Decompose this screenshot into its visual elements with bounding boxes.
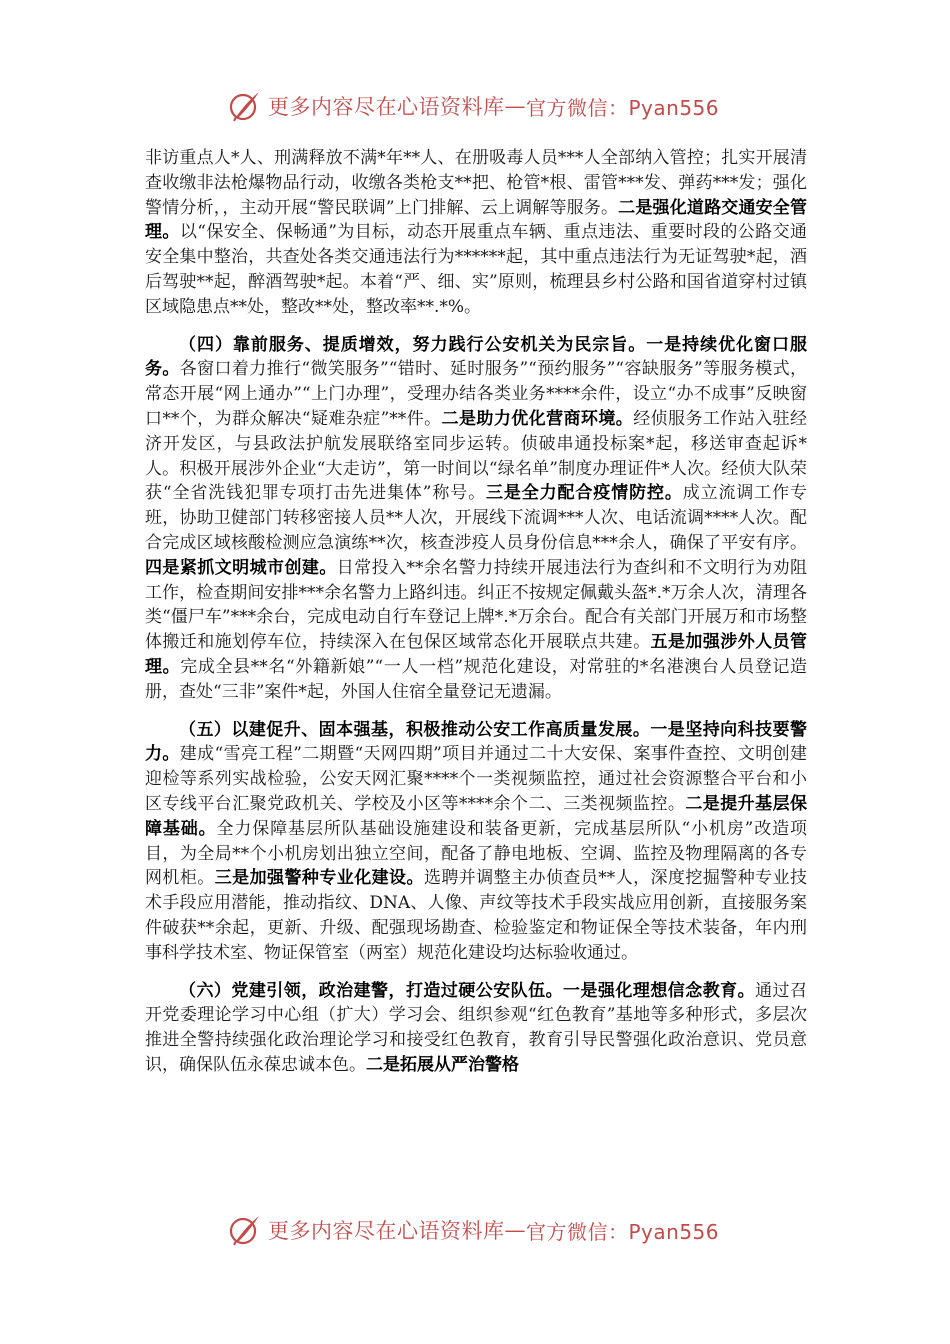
watermark-text: 更多内容尽在心语资料库 <box>268 95 505 119</box>
text-run: 日常投入**余名警力持续开展违法行为查纠和不文明行为劝阻工作，检查期间安排***余名警力上路纠违。纠正不按规定佩戴头盔*.*万余人次，清理各类“僵尸车”***余台，完成电动自行车登记上牌*.*万余台。配合有关部门开展万和市场整体搬迁和施划停车位，持续深入在包保区域常态化开展联点共建。 <box>145 557 808 653</box>
paragraph <box>145 333 807 705</box>
body-text <box>145 146 807 1078</box>
bold-heading-run: （六）党建引领，政治建警，打造过硬公安队伍。一是强化理想信念教育。 <box>179 980 756 1001</box>
text-run: 通过召开党委理论学习中心组（扩大）学习会、组织参观“红色教育”基地等多种形式，多层次推进全警持续强化政治理论学习和接受红色教育，教育引导民警强化政治意识、党员意识，确保队伍永葆忠诚本色。 <box>145 980 808 1075</box>
bold-heading-run: 三是加强警种专业化建设。 <box>214 868 424 889</box>
pen-feather-icon <box>228 1213 262 1247</box>
bold-heading-run: 三是全力配合疫情防控。 <box>486 483 683 504</box>
text-run: 建成“雪亮工程”二期暨“天网四期”项目并通过二十大安保、案事件查控、文明创建迎检等系列实战检验，公安天网汇聚****个一类视频监控，通过社会资源整合平台和小区专线平台汇聚党政机关、学校及小区等****余个二、三类视频监控。 <box>145 744 807 814</box>
watermark-wechat: 官方微信：Pyan556 <box>526 1219 720 1244</box>
watermark-header <box>228 86 728 126</box>
text-run: 各窗口着力推行“微笑服务”“错时、延时服务”“预约服务”“容缺服务”等服务模式，常态开展“网上通办”“上门办理”，受理办结各类业务****余件，设立“办不成事”反映窗口**个，为群众解决“疑难杂症”**件。 <box>145 359 807 429</box>
bold-heading-run: 四是紧抓文明城市创建。 <box>145 557 337 578</box>
bold-heading-run: 二是拓展从严治警格 <box>366 1054 519 1075</box>
watermark-footer <box>228 1210 728 1250</box>
bold-heading-run: 五是加强涉外人员管理。 <box>145 632 808 677</box>
pen-feather-icon <box>228 89 262 123</box>
text-run: 选聘并调整主办侦查员**人，深度挖掘警种专业技术手段应用潜能，推动指纹、DNA、人像、声纹等技术手段实战应用创新，直接服务案件破获**余起，更新、升级、配强现场勘查、检验鉴定和物证保全等技术装备，年内刑事科学技术室、物证保管室（两室）规范化建设均达标验收通过。 <box>145 868 808 963</box>
bold-heading-run: 二是提升基层保障基础。 <box>145 793 808 839</box>
text-run: 成立流调工作专班，协助卫健部门转移密接人员**人次，开展线下流调***人次、电话流调****人次。配合完成区域核酸检测应急演练**次，核查涉疫人员身份信息***余人，确保了平安有序。 <box>145 483 808 553</box>
text-run: 完成全县**名“外籍新娘”“一人一档”规范化建设，对常驻的*名港澳台人员登记造册，查处“三非”案件*起，外国人住宿全量登记无遗漏。 <box>145 656 807 702</box>
bold-heading-run: 二是助力优化营商环境。 <box>441 408 634 429</box>
paragraph <box>145 718 807 966</box>
bold-heading-run: （五）以建促升、固本强基，积极推动公安工作高质量发展。一是坚持向科技要警力。 <box>145 719 807 765</box>
paragraph <box>145 146 807 320</box>
watermark-dash: — <box>504 94 526 118</box>
text-run: 全力保障基层所队基础设施建设和装备更新，完成基层所队“小机房”改造项目，为全局**个小机房划出独立空间，配备了静电地板、空调、监控及物理隔离的各专网机柜。 <box>145 818 807 889</box>
text-run: 非访重点人*人、刑满释放不满*年**人、在册吸毒人员***人全部纳入管控；扎实开展清查收缴非法枪爆物品行动，收缴各类枪支**把、枪管*根、雷管***发、弹药***发；强化警情分析，，主动开展“警民联调”上门排解、云上调解等服务。 <box>145 148 807 218</box>
watermark-dash: — <box>504 1218 526 1242</box>
paragraph <box>145 979 807 1078</box>
bold-heading-run: 二是强化道路交通安全管理。 <box>145 197 807 243</box>
text-run: 以“保安全、保畅通”为目标，动态开展重点车辆、重点违法、重要时段的公路交通安全集中整治，共查处各类交通违法行为******起，其中重点违法行为无证驾驶*起，酒后驾驶**起，醉酒驾驶*起。本着“严、细、实”原则，梳理县乡村公路和国省道穿村过镇区域隐患点**处，整改**处，整改率**.*%。 <box>145 222 807 317</box>
bold-heading-run: （四）靠前服务、提质增效，努力践行公安机关为民宗旨。一是持续优化窗口服务。 <box>145 334 807 380</box>
text-run: 经侦服务工作站入驻经济开发区，与县政法护航发展联络室同步运转。侦破串通投标案*起，移送审查起诉*人。积极开展涉外企业“大走访”，第一时间以“绿名单”制度办理证件*人次。经侦大队荣获“全省洗钱犯罪专项打击先进集体”称号。 <box>145 408 807 504</box>
watermark-text: 更多内容尽在心语资料库 <box>268 1219 505 1243</box>
watermark-wechat: 官方微信：Pyan556 <box>526 95 720 120</box>
